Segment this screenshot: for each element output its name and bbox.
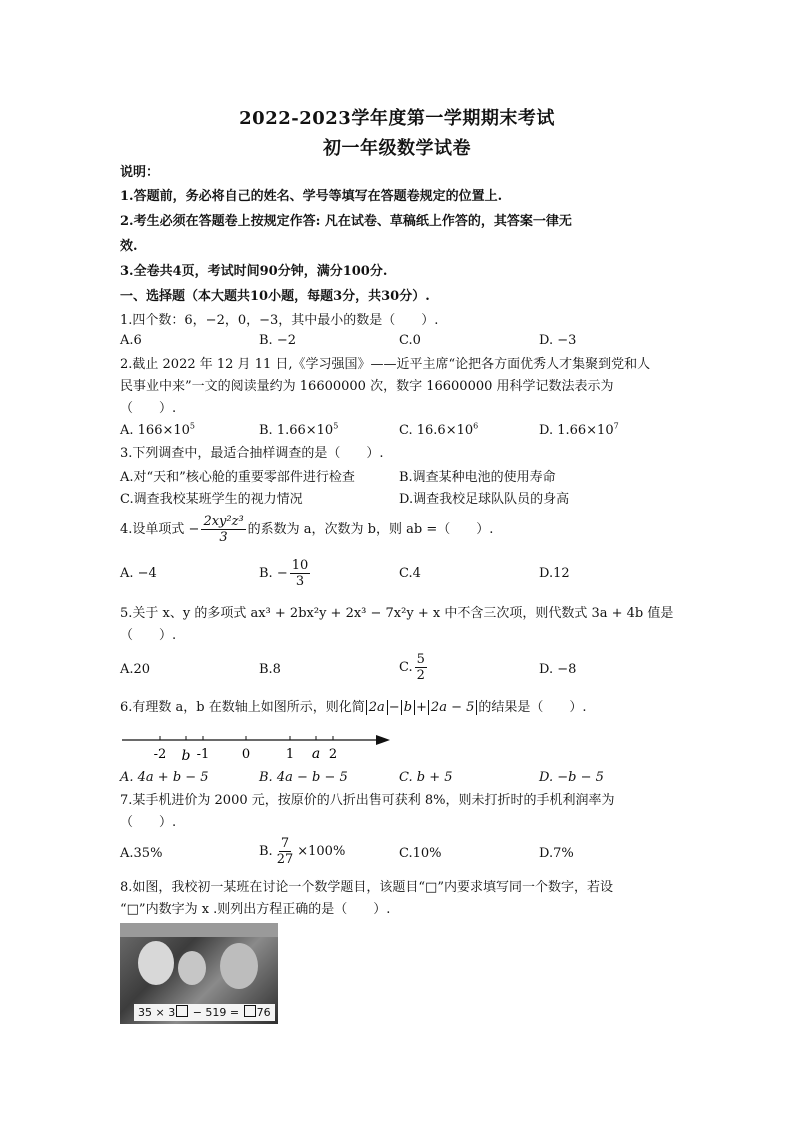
q7-option-c: C.10% bbox=[399, 846, 442, 861]
q2-option-b: B. $1.66\times 10^5$ bbox=[259, 421, 339, 438]
arrow-icon bbox=[376, 735, 390, 745]
photo-student-3 bbox=[220, 943, 258, 989]
q3-option-b: B.调查某种电池的使用寿命 bbox=[399, 470, 556, 485]
note-line-2b: 效. bbox=[120, 239, 138, 254]
label-b: b bbox=[181, 748, 191, 764]
note-line-2a: 2.考生必须在答题卷上按规定作答: 凡在试卷、草稿纸上作答的，其答案一律无 bbox=[120, 214, 572, 229]
q7-line-1: 7.某手机进价为 2000 元，按原价的八折出售可获利 8%，则未打折时的手机利润率为 bbox=[120, 793, 615, 808]
photo-student-2 bbox=[178, 951, 206, 985]
q6-stem: 6.有理数 a，b 在数轴上如图所示，则化简 2a − b + 2a − 5 的结果是（ ）. bbox=[120, 700, 587, 715]
q7-option-d: D.7% bbox=[539, 846, 574, 861]
label-0: 0 bbox=[241, 747, 251, 762]
q2-option-c: C. $16.6\times 10^6$ bbox=[399, 421, 479, 438]
q7-option-a: A.35% bbox=[120, 846, 163, 861]
q1-option-c: C.0 bbox=[399, 333, 421, 348]
q1-option-d: D. −3 bbox=[539, 333, 577, 348]
q5-option-d: D. −8 bbox=[539, 662, 577, 677]
q4-fraction: $\frac{\text{2xy²z³}}{3}$ bbox=[203, 514, 244, 545]
q1-option-b: B. −2 bbox=[259, 333, 296, 348]
number-line bbox=[118, 728, 398, 768]
q5-line-1: 5.关于 x、y 的多项式 ax³ + 2bx²y + 2x³ − 7x²y + x 中不含三次项，则代数式 3a + 4b 值是 bbox=[120, 606, 674, 621]
q7-option-b: B. $\frac{7}{27}$ ×100% bbox=[259, 836, 346, 867]
label-neg2: -2 bbox=[153, 747, 167, 762]
q4-option-d: D.12 bbox=[539, 566, 570, 581]
photo-student-1 bbox=[138, 941, 174, 985]
blank-square-icon bbox=[176, 1005, 188, 1017]
label-a: a bbox=[311, 746, 321, 762]
section-1-heading: 一、选择题（本大题共10小题，每题3分，共30分）. bbox=[120, 289, 430, 304]
notes-heading: 说明： bbox=[120, 165, 160, 180]
q4-option-b: B. − $\frac{10}{3}$ bbox=[259, 558, 309, 589]
exam-title: 2022-2023学年度第一学期期末考试 bbox=[239, 108, 555, 129]
q4-option-c: C.4 bbox=[399, 566, 421, 581]
q6-option-a: A. 4a + b − 5 bbox=[120, 770, 209, 785]
note-line-1: 1.答题前，务必将自己的姓名、学号等填写在答题卷规定的位置上. bbox=[120, 189, 503, 204]
q5-option-c: C. $\frac{5}{2}$ bbox=[399, 652, 425, 683]
q8-line-2: “□”内数字为 x .则列出方程正确的是（ ）. bbox=[120, 902, 391, 917]
q8-line-1: 8.如图，我校初一某班在讨论一个数学题目，该题目“□”内要求填写同一个数字，若设 bbox=[120, 880, 613, 895]
q1-stem: 1.四个数：6，−2，0，−3，其中最小的数是（ ）. bbox=[120, 313, 439, 328]
q6-option-b: B. 4a − b − 5 bbox=[259, 770, 348, 785]
label-1: 1 bbox=[285, 747, 295, 762]
classroom-photo bbox=[120, 923, 278, 1024]
q4-stem: 4.设单项式 − $\frac{\text{2xy²z³}}{3}$ 的系数为 a，次数为 b，则 ab =（ ）. bbox=[120, 514, 494, 545]
q3-option-c: C.调查我校某班学生的视力情况 bbox=[120, 492, 303, 507]
q5-option-b: B.8 bbox=[259, 662, 281, 677]
photo-equation-caption: 35 × 3 − 519 = 76 bbox=[134, 1004, 275, 1021]
q6-option-d: D. −b − 5 bbox=[539, 770, 604, 785]
label-neg1: -1 bbox=[196, 747, 210, 762]
q2-line-1: 2.截止 2022 年 12 月 11 日,《学习强国》——近平主席“论把各方面优秀人才集聚到党和人 bbox=[120, 357, 651, 372]
q7-line-2: （ ）. bbox=[120, 815, 177, 830]
q6-option-c: C. b + 5 bbox=[399, 770, 453, 785]
q2-option-a: A. $166\times 10^5$ bbox=[120, 421, 195, 438]
q2-line-2: 民事业中来”一文的阅读量约为 16600000 次，数字 16600000 用科学记数法表示为 bbox=[120, 379, 614, 394]
q3-stem: 3.下列调查中，最适合抽样调查的是（ ）. bbox=[120, 446, 384, 461]
q5-option-a: A.20 bbox=[120, 662, 151, 677]
q5-line-2: （ ）. bbox=[120, 628, 177, 643]
blank-square-icon bbox=[244, 1005, 256, 1017]
q4-option-a: A. −4 bbox=[120, 566, 157, 581]
q3-option-d: D.调查我校足球队队员的身高 bbox=[399, 492, 570, 507]
label-2: 2 bbox=[328, 747, 338, 762]
q3-option-a: A.对“天和”核心舱的重要零部件进行检查 bbox=[120, 470, 355, 485]
note-line-3: 3.全卷共4页，考试时间90分钟，满分100分. bbox=[120, 264, 388, 279]
q2-line-3: （ ）. bbox=[120, 401, 177, 416]
photo-board bbox=[120, 923, 278, 937]
q1-option-a: A.6 bbox=[120, 333, 142, 348]
q2-option-d: D. $1.66\times 10^7$ bbox=[539, 421, 619, 438]
exam-subtitle: 初一年级数学试卷 bbox=[323, 138, 471, 159]
